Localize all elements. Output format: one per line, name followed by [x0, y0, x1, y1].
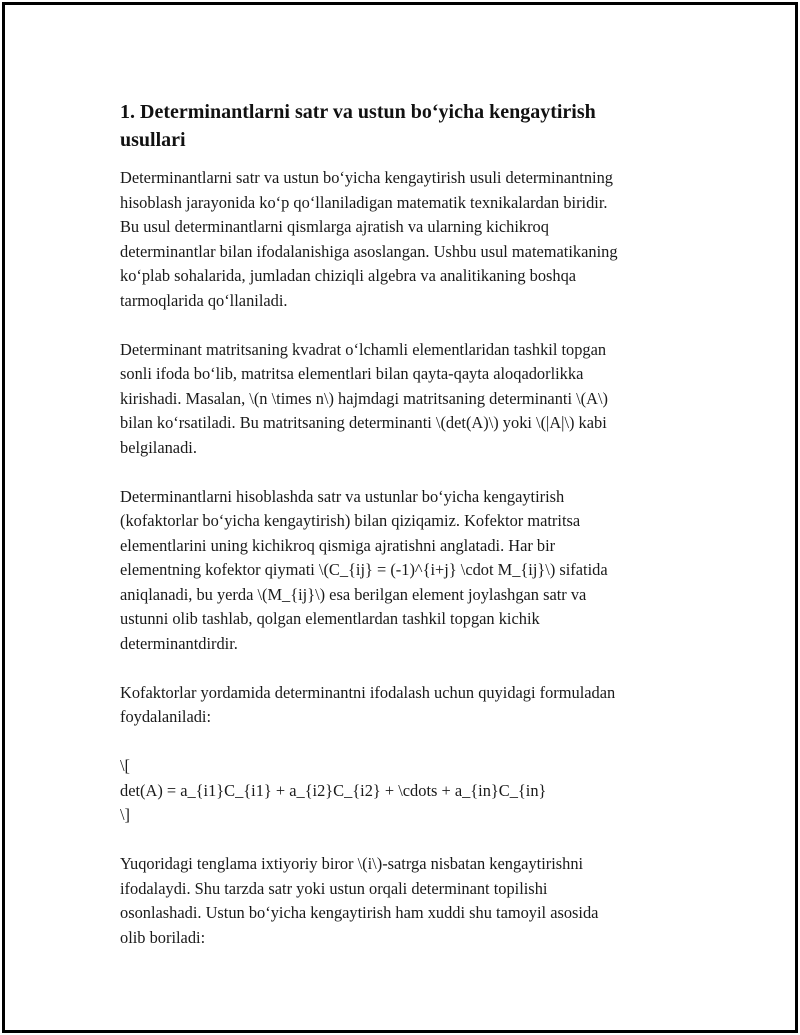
document-body — [120, 98, 685, 975]
section-heading — [120, 98, 685, 154]
paragraph-line: Kofaktorlar yordamida determinantni ifodalash uchun quyidagi formuladan — [120, 682, 616, 702]
heading-line: 1. Determinantlarni satr va ustun bo‘yicha kengaytirish — [120, 101, 596, 123]
paragraph-line: tarmoqlarida qo‘llaniladi. — [120, 290, 288, 310]
formula-line: det(A) = a_{i1}C_{i1} + a_{i2}C_{i2} + \cdots + a_{in}C_{in} — [120, 780, 547, 800]
page-frame — [2, 2, 798, 1033]
paragraph-line: ifodalaydi. Shu tarzda satr yoki ustun orqali determinant topilishi — [120, 878, 548, 898]
paragraph-line: foydalaniladi: — [120, 707, 212, 726]
formula-line: \] — [120, 805, 131, 824]
paragraph-line: aniqlanadi, bu yerda \(M_{ij}\) esa berilgan element joylashgan satr va — [120, 584, 587, 604]
paragraph-line: bilan ko‘rsatiladi. Bu matritsaning determinanti \(det(A)\) yoki \(|A|\) kabi — [120, 413, 607, 432]
paragraph-line: determinantlar bilan ifodalanishiga asoslangan. Ushbu usul matematikaning — [120, 241, 618, 261]
paragraph-cofactor — [120, 485, 685, 657]
paragraph-intro — [120, 166, 685, 313]
paragraph-line: elementlarini uning kichikroq qismiga ajratishni anglatadi. Har bir — [120, 535, 556, 555]
paragraph-line: Yuqoridagi tenglama ixtiyoriy biror \(i\)-satrga nisbatan kengaytirishni — [120, 854, 584, 873]
paragraph-line: elementning kofektor qiymati \(C_{ij} = (-1)^{i+j} \cdot M_{ij}\) sifatida — [120, 560, 608, 579]
paragraph-line: determinantdirdir. — [120, 633, 238, 653]
paragraph-definition — [120, 338, 685, 461]
paragraph-line: (kofaktorlar bo‘yicha kengaytirish) bilan qiziqamiz. Kofektor matritsa — [120, 511, 581, 530]
paragraph-line: kirishadi. Masalan, \(n \times n\) hajmdagi matritsaning determinanti \(A\) — [120, 388, 608, 408]
paragraph-line: olib boriladi: — [120, 927, 206, 947]
paragraph-line: sonli ifoda bo‘lib, matritsa elementlari bilan qayta-qayta aloqadorlikka — [120, 364, 584, 383]
paragraph-line: Determinant matritsaning kvadrat o‘lchamli elementlaridan tashkil topgan — [120, 339, 607, 359]
paragraph-line: hisoblash jarayonida ko‘p qo‘llaniladigan matematik texnikalardan biridir. — [120, 192, 608, 212]
paragraph-line: osonlashadi. Ustun bo‘yicha kengaytirish ham xuddi shu tamoyil asosida — [120, 903, 599, 922]
formula-block — [120, 754, 685, 828]
paragraph-line: belgilanadi. — [120, 437, 197, 457]
heading-line: usullari — [120, 129, 186, 151]
paragraph-line: Determinantlarni satr va ustun bo‘yicha kengaytirish usuli determinantning — [120, 168, 613, 187]
paragraph-line: ko‘plab sohalarida, jumladan chiziqli algebra va analitikaning boshqa — [120, 266, 577, 285]
paragraph-row-expansion — [120, 852, 685, 950]
paragraph-line: Bu usul determinantlarni qismlarga ajratish va ularning kichikroq — [120, 217, 549, 236]
paragraph-line: Determinantlarni hisoblashda satr va ustunlar bo‘yicha kengaytirish — [120, 486, 565, 506]
formula-line: \[ — [120, 756, 131, 775]
paragraph-line: ustunni olib tashlab, qolgan elementlardan tashkil topgan kichik — [120, 609, 540, 628]
paragraph-formula-intro — [120, 681, 685, 730]
